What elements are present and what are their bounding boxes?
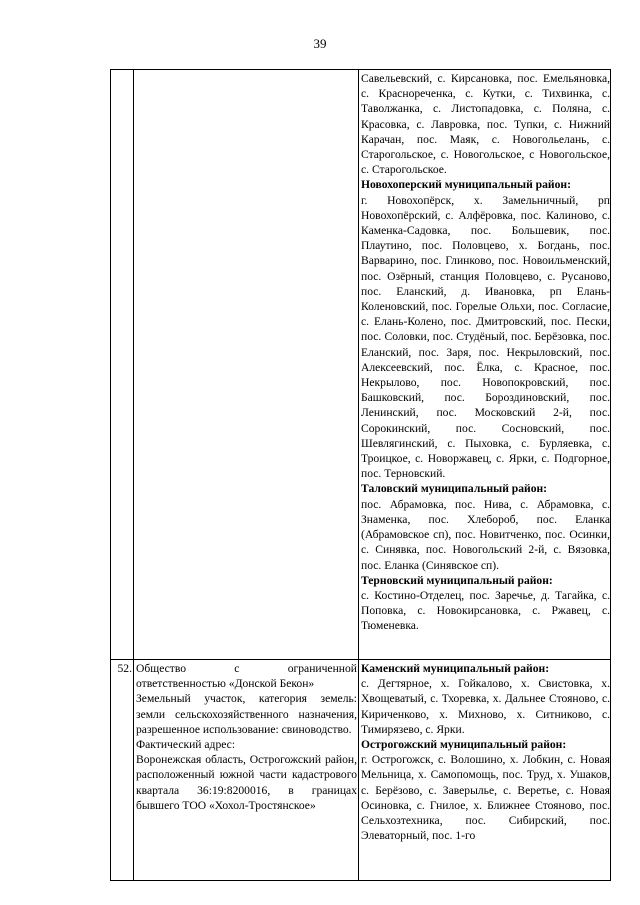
table-cell-settlements: [361, 661, 610, 843]
organization-paragraph: Воронежская область, Острогожский район, расположенный южной части кадастрового квартала 36:19:8200016, в границах бывшего ТОО «Хохол-Тростянское»: [136, 753, 357, 812]
settlements-district-header: Каменский муниципальный район:: [361, 662, 550, 675]
organization-paragraph: Земельный участок, категория земель: земли сельскохозяйственного назначения, разрешенное использование: свиноводство.: [136, 692, 357, 736]
table-cell-organization: [136, 661, 357, 813]
page-number: 39: [313, 36, 327, 51]
settlements-paragraph: с. Дегтярное, х. Гойкалово, х. Свистовка, х. Хвощеватый, с. Тхоревка, х. Дальнее Стояново, с. Кириченково, х. Михново, х. Ситниково, с. Тимирязево, с. Ярки.: [361, 677, 610, 736]
settlements-district-header: Таловский муниципальный район:: [361, 482, 548, 496]
row-number: 52.: [117, 662, 132, 675]
organization-paragraph: Общество с ограниченной ответственностью «Донской Бекон»: [136, 662, 357, 691]
settlements-paragraph: с. Костино-Отделец, пос. Заречье, д. Тагайка, с. Поповка, с. Новокирсановка, с. Ржавец, с. Тюменевка.: [361, 588, 610, 633]
settlements-paragraph: г. Новохопёрск, х. Замельничный, рп Новохопёрский, с. Алфёровка, пос. Калиново, с. Каменка-Садовка, пос. Большевик, пос. Плаутино, пос. Половцево, х. Богдань, пос. Варварино, пос. Глинково, пос. Новоильменский, пос. Озёрный, станция Половцево, с. Русаново, пос. Еланский, д. Ивановка, рп Елань-Коленовский, пос. Горелые Ольхи, пос. Согласие, с. Елань-Колено, пос. Дмитровский, пос. Пески, пос. Соловки, пос. Студёный, пос. Берёзовка, пос. Еланский, пос. Заря, пос. Некрыловский, пос. Алексеевский, пос. Ёлка, с. Красное, пос. Некрылово, пос. Новопокровский, пос. Башковский, пос. Бороздиновский, пос. Ленинский, пос. Московский 2-й, пос. Сорокинский, пос. Сосновский, пос. Шевлягинский, с. Пыховка, с. Бурляевка, с. Троицкое, с. Новоржавец, с. Ярки, с. Подгорное, пос. Терновский.: [361, 193, 610, 481]
table-cell-settlements-continued: [361, 71, 610, 634]
row-divider: [111, 659, 610, 660]
settlements-paragraph: пос. Абрамовка, пос. Нива, с. Абрамовка, с. Знаменка, пос. Хлебороб, пос. Еланка (Абрамовское сп), пос. Новитченко, пос. Осинки, с. Синявка, пос. Новогольский 2-й, с. Вязовка, пос. Еланка (Синявское сп).: [361, 497, 610, 572]
settlements-paragraph: Савельевский, с. Кирсановка, пос. Емельяновка, с. Краснореченка, с. Кутки, с. Тихвинка, с. Таволжанка, с. Листопадовка, с. Поляна, с. Красовка, с. Лавровка, пос. Тупки, с. Нижний Карачан, пос. Маяк, с. Новогольелань, с. Старогольское, с. Новогольское, с Новогольское, с. Старогольское.: [361, 72, 610, 177]
settlements-paragraph: г. Острогожск, с. Волошино, х. Лобкин, с. Новая Мельница, х. Самопомощь, пос. Труд, х. Ушаков, с. Берёзово, с. Заверылье, с. Веретье, с. Новая Осиновка, с. Гнилое, х. Ближнее Стояново, пос. Сельхозтехника, пос. Сибирский, пос. Элеваторный, пос. 1-го: [361, 753, 610, 843]
settlements-district-header: Новохоперский муниципальный район:: [361, 178, 571, 192]
organization-paragraph: Фактический адрес:: [136, 738, 236, 752]
settlements-district-header: Терновский муниципальный район:: [361, 573, 553, 587]
column-divider-number: [133, 70, 134, 880]
settlements-district-header: Острогожский муниципальный район:: [361, 738, 567, 752]
column-divider-middle: [358, 70, 359, 880]
document-table: [110, 69, 611, 881]
